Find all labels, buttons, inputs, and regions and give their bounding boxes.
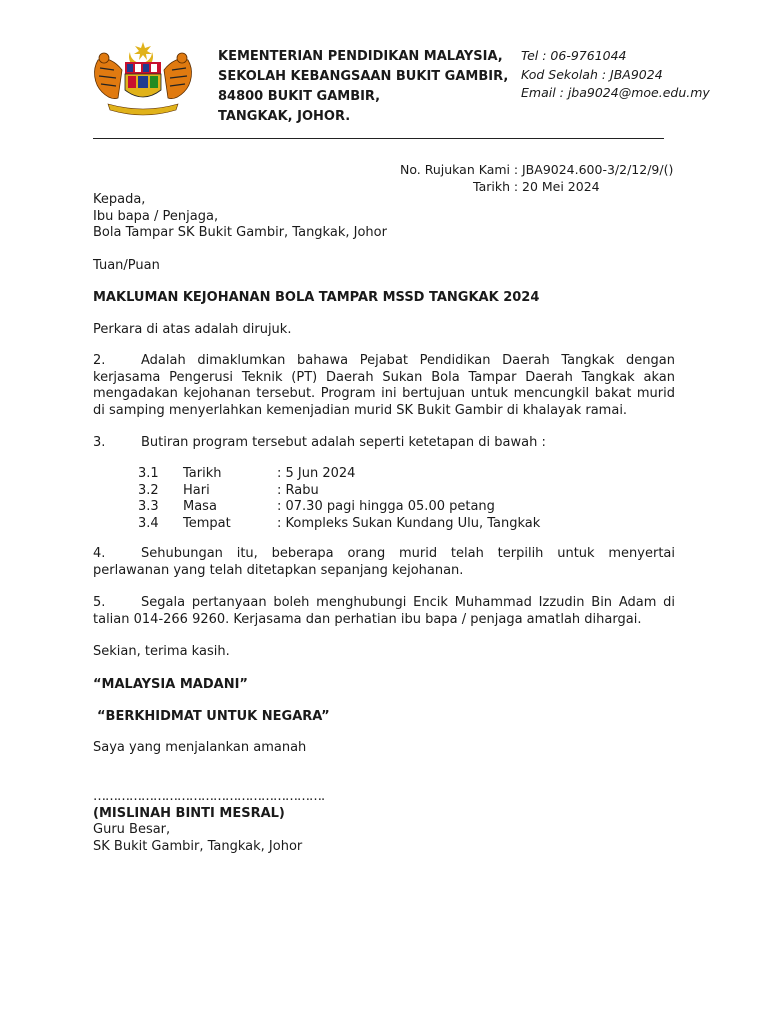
reference-block: No. Rujukan Kami : JBA9024.600-3/2/12/9/() Tarikh : 20 Mei 2024 [380,161,673,195]
paragraph-number: 4. [93,546,106,561]
letterhead-line: KEMENTERIAN PENDIDIKAN MALAYSIA, [218,49,503,64]
paragraph-text: Adalah dimaklumkan bahawa Pejabat Pendidikan Daerah Tangkak dengan kerjasama Pengerusi Teknik (PT) Daerah Sukan Bola Tampar Daerah Tangkak akan mengadakan kejohanan tersebut. Program ini bertujuan untuk mencungkil bakat murid di samping menyerlahkan kemenjadian murid SK Bukit Gambir di khalayak ramai. [93,353,675,418]
paragraph-text: Sehubungan itu, beberapa orang murid telah terpilih untuk menyertai perlawanan yang telah ditetapkan sepanjang kejohanan. [93,546,675,578]
signature-block [93,789,675,855]
paragraph-3 [93,435,675,452]
paragraph-5 [93,595,675,628]
recipient-line: Kepada, [93,192,146,207]
paragraph-number: 3. [93,435,106,450]
motto-berkhidmat: “BERKHIDMAT UNTUK NEGARA” [97,709,330,724]
letterhead-line: 84800 BUKIT GAMBIR, [218,89,381,104]
signature-dots: …………………………………………………. [93,789,325,804]
paragraph-number: 2. [93,353,106,368]
opening-line: Perkara di atas adalah dirujuk. [93,322,292,337]
recipient-block [93,192,675,242]
recipient-line: Ibu bapa / Penjaga, [93,208,219,224]
salutation: Tuan/Puan [93,258,160,273]
date-value: 20 Mei 2024 [522,179,600,194]
recipient-line: Bola Tampar SK Bukit Gambir, Tangkak, Johor [93,225,387,240]
ref-label: No. Rujukan Kami [399,162,510,177]
paragraph-4 [93,546,675,579]
signatory-name: (MISLINAH BINTI MESRAL) [93,805,285,821]
letterhead-line: TANGKAK, JOHOR. [218,109,351,124]
letterhead-contact [521,47,710,103]
letter-subject: MAKLUMAN KEJOHANAN BOLA TAMPAR MSSD TANGKAK 2024 [93,290,540,305]
date-label: Tarikh [473,179,510,194]
paragraph-text: Segala pertanyaan boleh menghubungi Encik Muhammad Izzudin Bin Adam di talian 014-266 9260. Kerjasama dan perhatian ibu bapa / penjaga amatlah dihargai. [93,595,675,627]
programme-details [93,466,675,532]
letterhead-address [218,47,508,127]
detail-row: 3.2 Hari : Rabu [138,482,319,498]
detail-row: 3.3 Masa : 07.30 pagi hingga 05.00 petang [138,499,495,514]
email-text: Email : jba9024@moe.edu.my [521,85,710,100]
signatory-school: SK Bukit Gambir, Tangkak, Johor [93,838,303,854]
motto-malaysia-madani: “MALAYSIA MADANI” [93,677,248,692]
paragraph-text: Butiran program tersebut adalah seperti ketetapan di bawah : [141,435,546,450]
detail-row: 3.4 Tempat : Kompleks Sukan Kundang Ulu, Tangkak [138,515,541,531]
trust-line: Saya yang menjalankan amanah [93,740,307,755]
ref-value: JBA9024.600-3/2/12/9/() [522,162,674,177]
closing-line: Sekian, terima kasih. [93,644,230,659]
paragraph-number: 5. [93,595,106,610]
paragraph-2 [93,353,675,419]
detail-row: 3.1 Tarikh : 5 Jun 2024 [138,466,356,481]
malaysia-crest-logo [90,40,196,116]
phone-text: Tel : 06-9761044 [521,48,627,63]
signatory-title: Guru Besar, [93,822,171,837]
school-code-text: Kod Sekolah : JBA9024 [521,66,663,82]
header-divider [93,138,664,139]
letterhead-line: SEKOLAH KEBANGSAAN BUKIT GAMBIR, [218,69,509,84]
